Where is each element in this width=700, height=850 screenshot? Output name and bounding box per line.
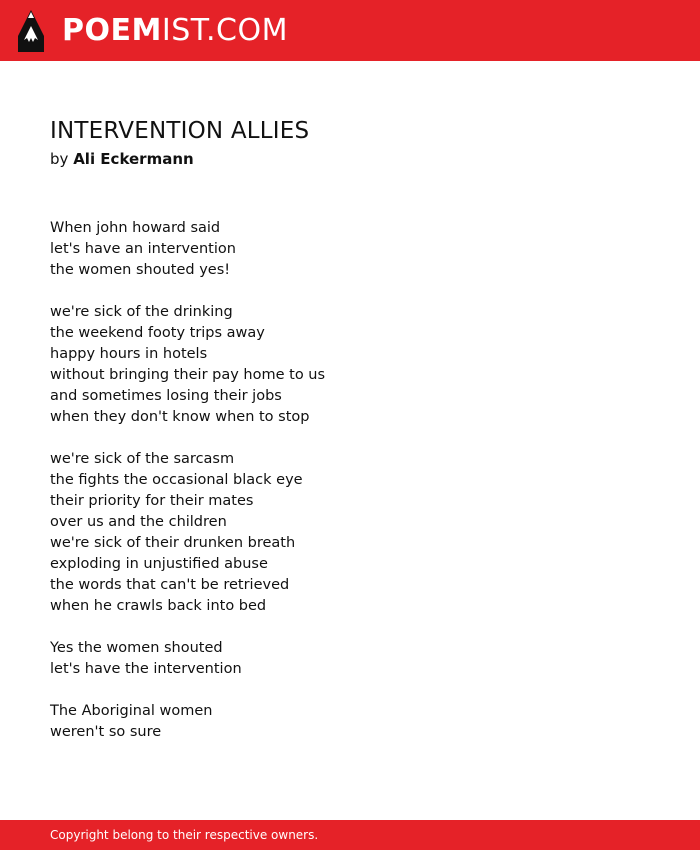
poem-line: over us and the children <box>50 514 227 530</box>
poem-line: the fights the occasional black eye <box>50 472 303 488</box>
poem-line: when they don't know when to stop <box>50 409 310 425</box>
stanza <box>50 302 650 428</box>
poem-line: without bringing their pay home to us <box>50 367 326 383</box>
byline <box>50 148 650 170</box>
stanza <box>50 449 650 617</box>
author-name: Ali Eckermann <box>73 150 194 168</box>
poem-line: the weekend footy trips away <box>50 325 265 341</box>
copyright-text: Copyright belong to their respective owners. <box>50 828 319 842</box>
logo-light-text: IST.COM <box>161 13 288 48</box>
logo-bold-text: POEM <box>62 13 162 48</box>
site-logo[interactable] <box>62 12 288 50</box>
poem-line: when he crawls back into bed <box>50 598 267 614</box>
poem-line: the words that can't be retrieved <box>50 577 290 593</box>
poem-line: we're sick of the drinking <box>50 304 233 320</box>
poem-line: The Aboriginal women <box>50 703 213 719</box>
poem-line: their priority for their mates <box>50 493 254 509</box>
site-header <box>0 0 700 61</box>
by-label: by <box>50 150 69 168</box>
poem-line: and sometimes losing their jobs <box>50 388 282 404</box>
stanza <box>50 638 650 680</box>
poem-line: we're sick of their drunken breath <box>50 535 296 551</box>
poem-line: happy hours in hotels <box>50 346 208 362</box>
site-footer <box>0 820 700 850</box>
poem-line: let's have an intervention <box>50 241 236 257</box>
poem-header <box>50 114 650 170</box>
poem-title: INTERVENTION ALLIES <box>50 118 310 144</box>
pencil-tip-icon[interactable] <box>18 10 44 52</box>
poem-body <box>50 218 650 764</box>
poem-line: we're sick of the sarcasm <box>50 451 235 467</box>
poem-line: Yes the women shouted <box>50 640 223 656</box>
stanza <box>50 218 650 281</box>
poem-line: When john howard said <box>50 220 221 236</box>
poem-line: the women shouted yes! <box>50 262 231 278</box>
poem-line: weren't so sure <box>50 724 162 740</box>
poem-line: let's have the intervention <box>50 661 242 677</box>
stanza <box>50 701 650 743</box>
poem-line: exploding in unjustified abuse <box>50 556 268 572</box>
